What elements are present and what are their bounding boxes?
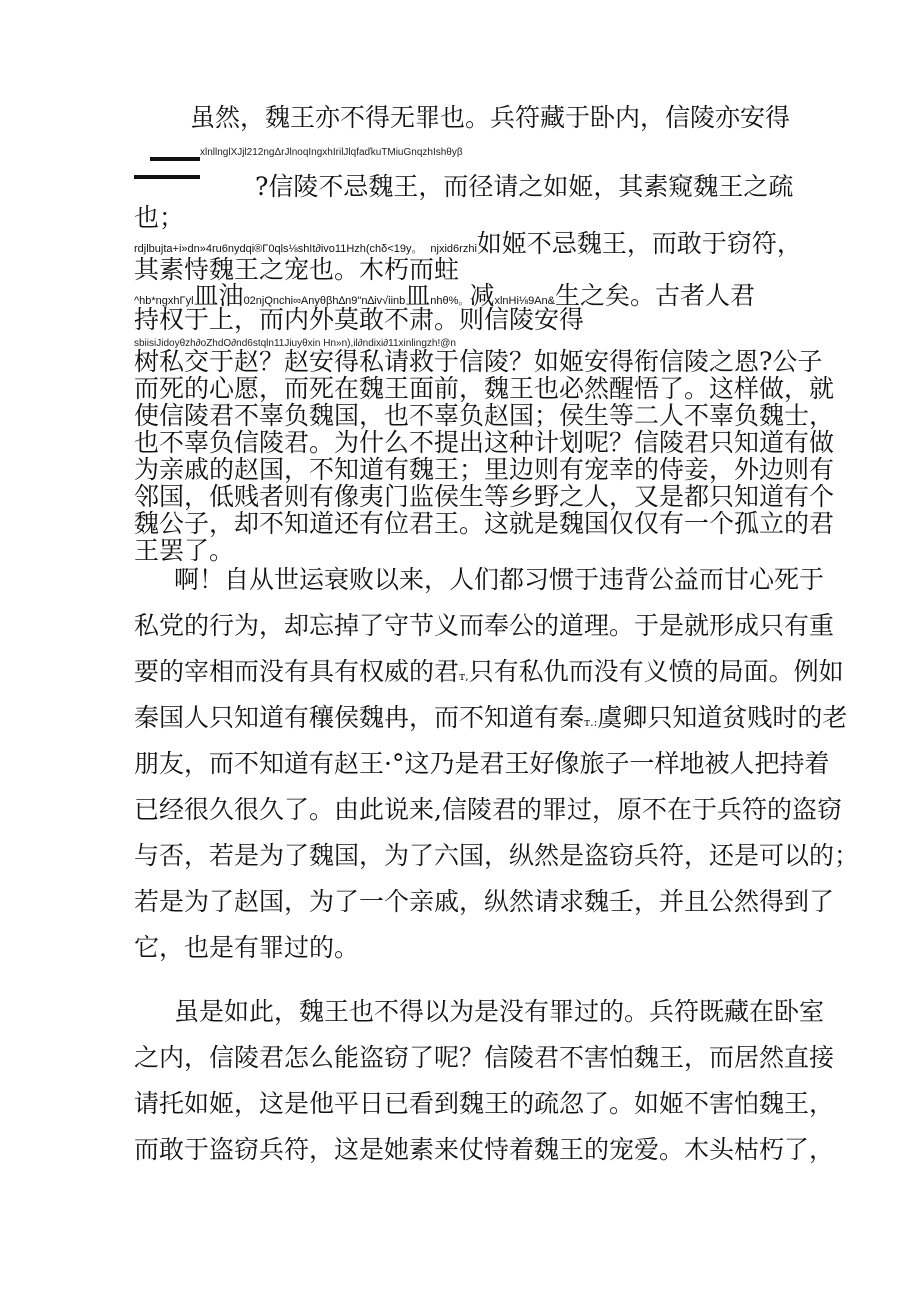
pinyin-run: 02njQnchi∞Anyθβh∆n9"n∆iv√iinb (243, 295, 406, 307)
paragraph-2 (134, 557, 860, 971)
text-line: 树私交于赵？赵安得私请救于信陵？如姬安得衔信陵之恩?公子 (134, 347, 823, 376)
pinyin-run: nhθ%。 (430, 295, 470, 307)
paragraph-3 (134, 989, 835, 1173)
text-line: 也； (134, 203, 185, 232)
divider-mark (150, 157, 200, 161)
paragraph-1 (134, 347, 835, 565)
text-line: 虽是如此，魏王也不得以为是没有罪过的。兵符既藏在卧室 (174, 997, 825, 1026)
text-line: 之内，信陵君怎么能盗窃了呢？信陵君不害怕魏王，而居然直接 (134, 1043, 835, 1072)
text-line: 使信陵君不辜负魏国，也不辜负赵国；侯生等二人不辜负魏士， (134, 401, 835, 430)
text-run: 虞卿只知道贫贱时的老 (597, 703, 848, 732)
text-line: 请托如姬，这是他平日已看到魏王的疏忽了。如姬不害怕魏王， (134, 1089, 835, 1118)
text-run: 皿 (405, 281, 431, 310)
text-line: 啊！自从世运衰败以来，人们都习惯于违背公益而甘心死于 (174, 565, 825, 594)
text-line: 若是为了赵国，为了一个亲戚，纵然请求魏壬，并且公然得到了 (134, 887, 835, 916)
pinyin-run: xlnHi⅛9An& (494, 295, 555, 307)
pinyin-run: njxid6rzhi (430, 243, 477, 255)
text-line: 私党的行为，却忘掉了守节义而奉公的道理。于是就形成只有重 (134, 611, 835, 640)
text-line: 为亲戚的赵国，不知道有魏王；里边则有宠幸的侍妾，外边则有 (134, 455, 835, 484)
text-run: 如姬不忌魏王，而敢于窃符， (476, 229, 802, 258)
text-line: 与否，若是为了魏国，为了六国，纵然是盗窃兵符，还是可以的； (134, 841, 860, 870)
pinyin-line: xlnllnglXJjl212ngΔrJlnoqIngxhIrilJlqfaďkuTMiuGnqzhIshθyβ (200, 147, 463, 158)
text-line (134, 649, 844, 695)
divider-mark (134, 175, 200, 179)
text-run: 秦国人只知道有穰侯魏冉，而不知道有秦 (134, 703, 585, 732)
pinyin-line: sbiisiJidoyθzh∂oZhdO∂nd6stqln11Jiuyθxin Hn»n),il∂ndixi∂11xinlingzh!@n (134, 338, 456, 349)
text-line: 而死的心愿，而死在魏王面前，魏王也必然醒悟了。这样做，就 (134, 374, 835, 403)
text-run: т.: (584, 716, 598, 729)
text-line: 也不辜负信陵君。为什么不提出这种计划呢？信陵君只知道有做 (134, 428, 835, 457)
text-line: 其素恃魏王之宠也。木朽而蛀 (134, 255, 460, 284)
text-line: 朋友，而不知道有赵王·°这乃是君王好像旅子一样地被人把持着 (134, 749, 830, 778)
text-run: 减 (469, 281, 495, 310)
text-line: 邻国，低贱者则有像夷门监侯生等乡野之人，又是都只知道有个 (134, 482, 835, 511)
pinyin-run: ^hb*ngxhΓyl (134, 295, 194, 307)
text-run: 只有私仇而没有义愤的局面。例如 (468, 657, 844, 686)
text-line: ?信陵不忌魏王，而径请之如姬，其素窥魏王之疏 (255, 172, 794, 201)
text-run: 生之矣。古者人君 (555, 281, 756, 310)
text-line: 而敢于盗窃兵符，这是她素来仗恃着魏王的宠爱。木头枯朽了， (134, 1135, 835, 1164)
text-run: т, (459, 670, 469, 683)
text-line (134, 695, 848, 741)
text-run: 要的宰相而没有具有权威的君 (134, 657, 460, 686)
text-line: 魏公子，却不知道还有位君王。这就是魏国仅仅有一个孤立的君 (134, 509, 835, 538)
text-line: 王罢了。 (134, 536, 235, 565)
pinyin-run: rdjlbujta+i»dn»4ru6nydqi®Γ0qls⅛shIt∂ivo11Hzh(chδ<19y。 (134, 243, 423, 255)
text-line: 持权于上，而内外莫敢不肃。则信陵安得 (134, 305, 585, 334)
text-line: 它，也是有罪过的。 (134, 933, 360, 962)
text-line: 虽然，魏王亦不得无罪也。兵符藏于卧内，信陵亦安得 (190, 103, 791, 132)
text-run: 皿油 (193, 281, 244, 310)
text-line: 已经很久很久了。由此说来,信陵君的罪过，原不在于兵符的盗窃 (134, 795, 842, 824)
